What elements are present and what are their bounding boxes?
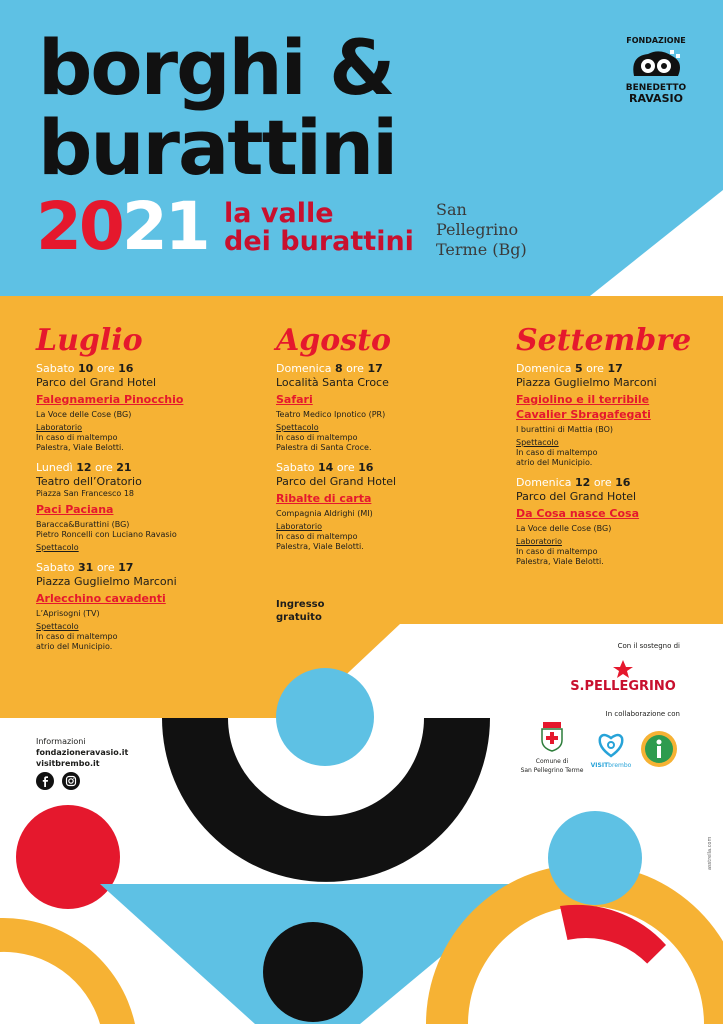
show-title: Ribalte di carta <box>276 492 372 505</box>
show-title: Fagiolino e il terribile <box>516 393 650 406</box>
website-link[interactable]: fondazioneravasio.it <box>36 748 129 757</box>
comune-logo: Comune di San Pellegrino Terme <box>520 720 584 774</box>
event: Domenica 8 ore 17 Località Santa Croce Safari Teatro Medico Ipnotico (PR) Spettacolo In caso di maltempo Palestra di Santa Croce. <box>276 362 481 453</box>
month-title: Luglio <box>36 323 143 358</box>
show-title: Paci Paciana <box>36 503 114 516</box>
show-title: Falegnameria Pinocchio <box>36 393 184 406</box>
orange-arc-left <box>0 918 135 1024</box>
show-title: Da Cosa nasce Cosa <box>516 507 640 520</box>
heart-icon <box>596 730 626 758</box>
svg-text:S.PELLEGRINO: S.PELLEGRINO <box>570 679 676 694</box>
show-title-cont: Cavalier Sbragafegati <box>516 408 651 421</box>
event: Sabato 14 ore 16 Parco del Grand Hotel Ribalte di carta Compagnia Aldrighi (MI) Laboratorio In caso di maltempo Palestra, Viale Belotti. <box>276 461 481 552</box>
title-line-2: burattini <box>38 103 397 192</box>
info-point-logo <box>640 730 678 772</box>
coat-of-arms-icon <box>537 720 567 752</box>
show-title: Safari <box>276 393 313 406</box>
month-title: Settembre <box>516 323 692 358</box>
month-column-agosto <box>276 322 481 560</box>
website-link[interactable]: visitbrembo.it <box>36 759 100 768</box>
collab-label: In collaborazione con <box>605 710 680 718</box>
info-icon <box>640 730 678 768</box>
info-block: Informazioni fondazioneravasio.it visitbrembo.it <box>36 737 129 768</box>
social-links <box>36 772 80 790</box>
event: Lunedì 12 ore 21 Teatro dell’Oratorio Piazza San Francesco 18 Paci Paciana Baracca&Burattini (BG) Pietro Roncelli con Luciano Ravasio Spettacolo <box>36 461 241 553</box>
subtitle <box>224 200 414 256</box>
year-white: 21 <box>121 188 208 265</box>
month-column-settembre <box>516 322 721 575</box>
blue-circle-top <box>276 668 374 766</box>
event: Domenica 5 ore 17 Piazza Guglielmo Marconi Fagiolino e il terribile Cavalier Sbragafegati I burattini di Mattia (BO) Spettacolo In caso di maltempo atrio del Municipio. <box>516 362 721 468</box>
facebook-icon[interactable] <box>36 772 54 790</box>
event: Domenica 12 ore 16 Parco del Grand Hotel Da Cosa nasce Cosa La Voce delle Cose (BG) Laboratorio In caso di maltempo Palestra, Viale Belotti. <box>516 476 721 567</box>
red-circle-left <box>16 805 120 909</box>
subtitle-line-1: la valle <box>224 198 334 229</box>
visitbrembo-logo: VISITbrembo <box>588 730 634 770</box>
free-entry-note: Ingresso gratuito <box>276 599 325 623</box>
event: Sabato 31 ore 17 Piazza Guglielmo Marconi Arlecchino cavadenti L’Aprisogni (TV) Spettacolo In caso di maltempo atrio del Municipio. <box>36 561 241 652</box>
puppet-face-icon <box>626 46 686 80</box>
support-label: Con il sostegno di <box>617 642 680 650</box>
blue-circle-right <box>548 811 642 905</box>
foundation-logo: FONDAZIONE BENEDETTO RAVASIO <box>625 36 687 105</box>
show-title: Arlecchino cavadenti <box>36 592 166 605</box>
sponsor-logo <box>566 658 680 694</box>
credit: asstrella.com <box>707 836 713 870</box>
black-circle-bottom <box>263 922 363 1022</box>
location: San Pellegrino Terme (Bg) <box>436 200 527 259</box>
title-line-1: borghi & <box>38 23 394 112</box>
subtitle-line-2: dei burattini <box>224 226 414 257</box>
month-column-luglio <box>36 322 241 660</box>
month-title: Agosto <box>276 323 392 358</box>
instagram-icon[interactable] <box>62 772 80 790</box>
star-icon <box>613 660 633 678</box>
event: Sabato 10 ore 16 Parco del Grand Hotel Falegnameria Pinocchio La Voce delle Cose (BG) Laboratorio In caso di maltempo Palestra, Viale Belotti. <box>36 362 241 453</box>
year <box>36 188 208 265</box>
year-red: 20 <box>36 188 122 265</box>
